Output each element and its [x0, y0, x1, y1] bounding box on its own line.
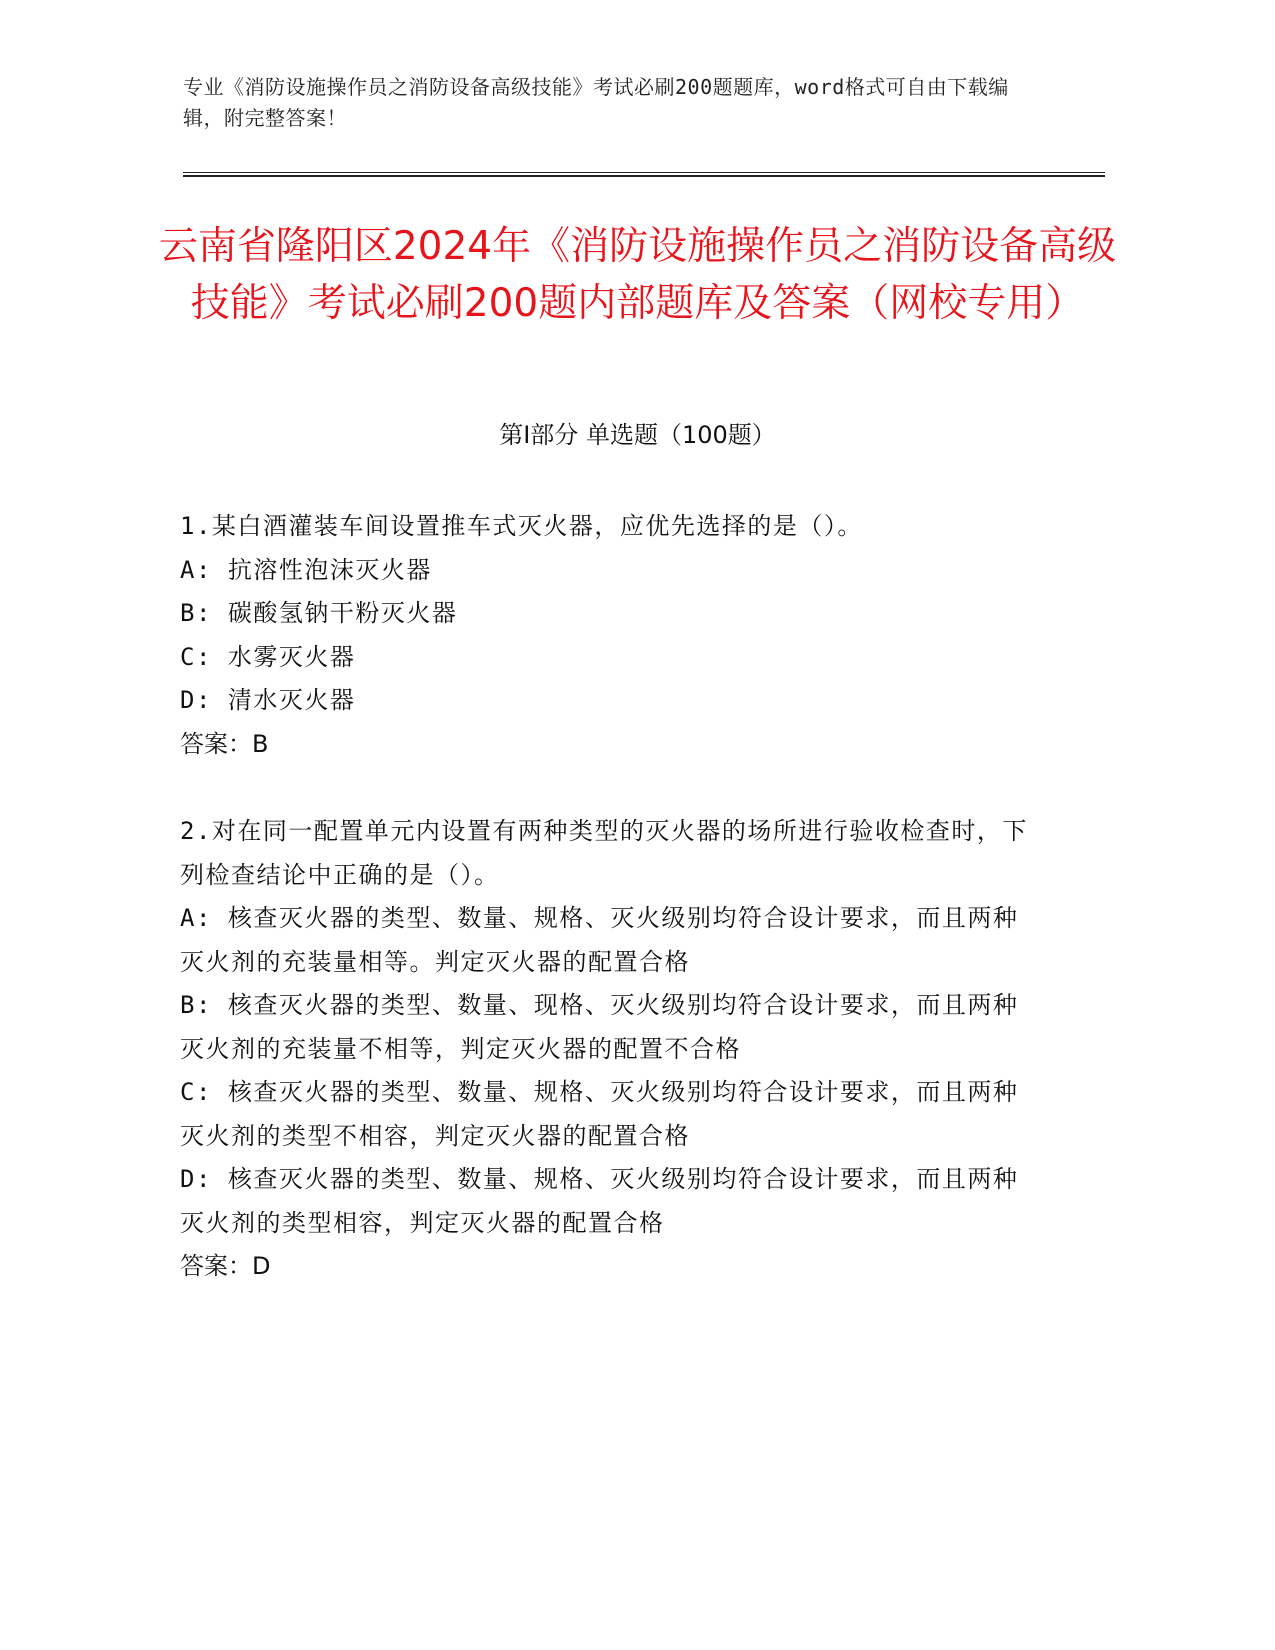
question-stem: 1.某白酒灌装车间设置推车式灭火器，应优先选择的是（）。	[180, 512, 863, 540]
question-stem: 2.对在同一配置单元内设置有两种类型的灭火器的场所进行验收检查时，下列检查结论中正确的是（）。	[180, 817, 1028, 889]
option-c: C: 水雾灭火器	[180, 642, 356, 671]
option-b: B: 碳酸氢钠干粉灭火器	[180, 599, 458, 627]
document-title: 云南省隆阳区2024年《消防设施操作员之消防设备高级技能》考试必刷200题内部题库及答案（网校专用）	[158, 224, 1117, 326]
option-b: B: 核查灭火器的类型、数量、现格、灭火级别均符合设计要求，而且两种灭火剂的充装量不相等，判定灭火器的配置不合格	[180, 991, 1019, 1063]
question-item	[180, 505, 1040, 766]
question-item	[180, 810, 1040, 1289]
option-a: A: 抗溶性泡沫灭火器	[180, 555, 432, 584]
answer-label: 答案：D	[180, 1252, 271, 1280]
header-note: 专业《消防设施操作员之消防设备高级技能》考试必刷200题题库，word格式可自由下载编辑，附完整答案！	[183, 75, 1009, 130]
option-d: D: 清水灭火器	[180, 686, 356, 714]
option-c: C: 核查灭火器的类型、数量、规格、灭火级别均符合设计要求，而且两种灭火剂的类型不相容，判定灭火器的配置合格	[180, 1078, 1019, 1150]
header-divider	[183, 172, 1105, 177]
option-a: A: 核查灭火器的类型、数量、规格、灭火级别均符合设计要求，而且两种灭火剂的充装量相等。判定灭火器的配置合格	[180, 904, 1019, 976]
option-d: D: 核查灭火器的类型、数量、规格、灭火级别均符合设计要求，而且两种灭火剂的类型相容，判定灭火器的配置合格	[180, 1165, 1019, 1237]
answer-label: 答案：B	[180, 729, 269, 758]
section-heading: 第Ⅰ部分 单选题（100题）	[499, 421, 776, 449]
